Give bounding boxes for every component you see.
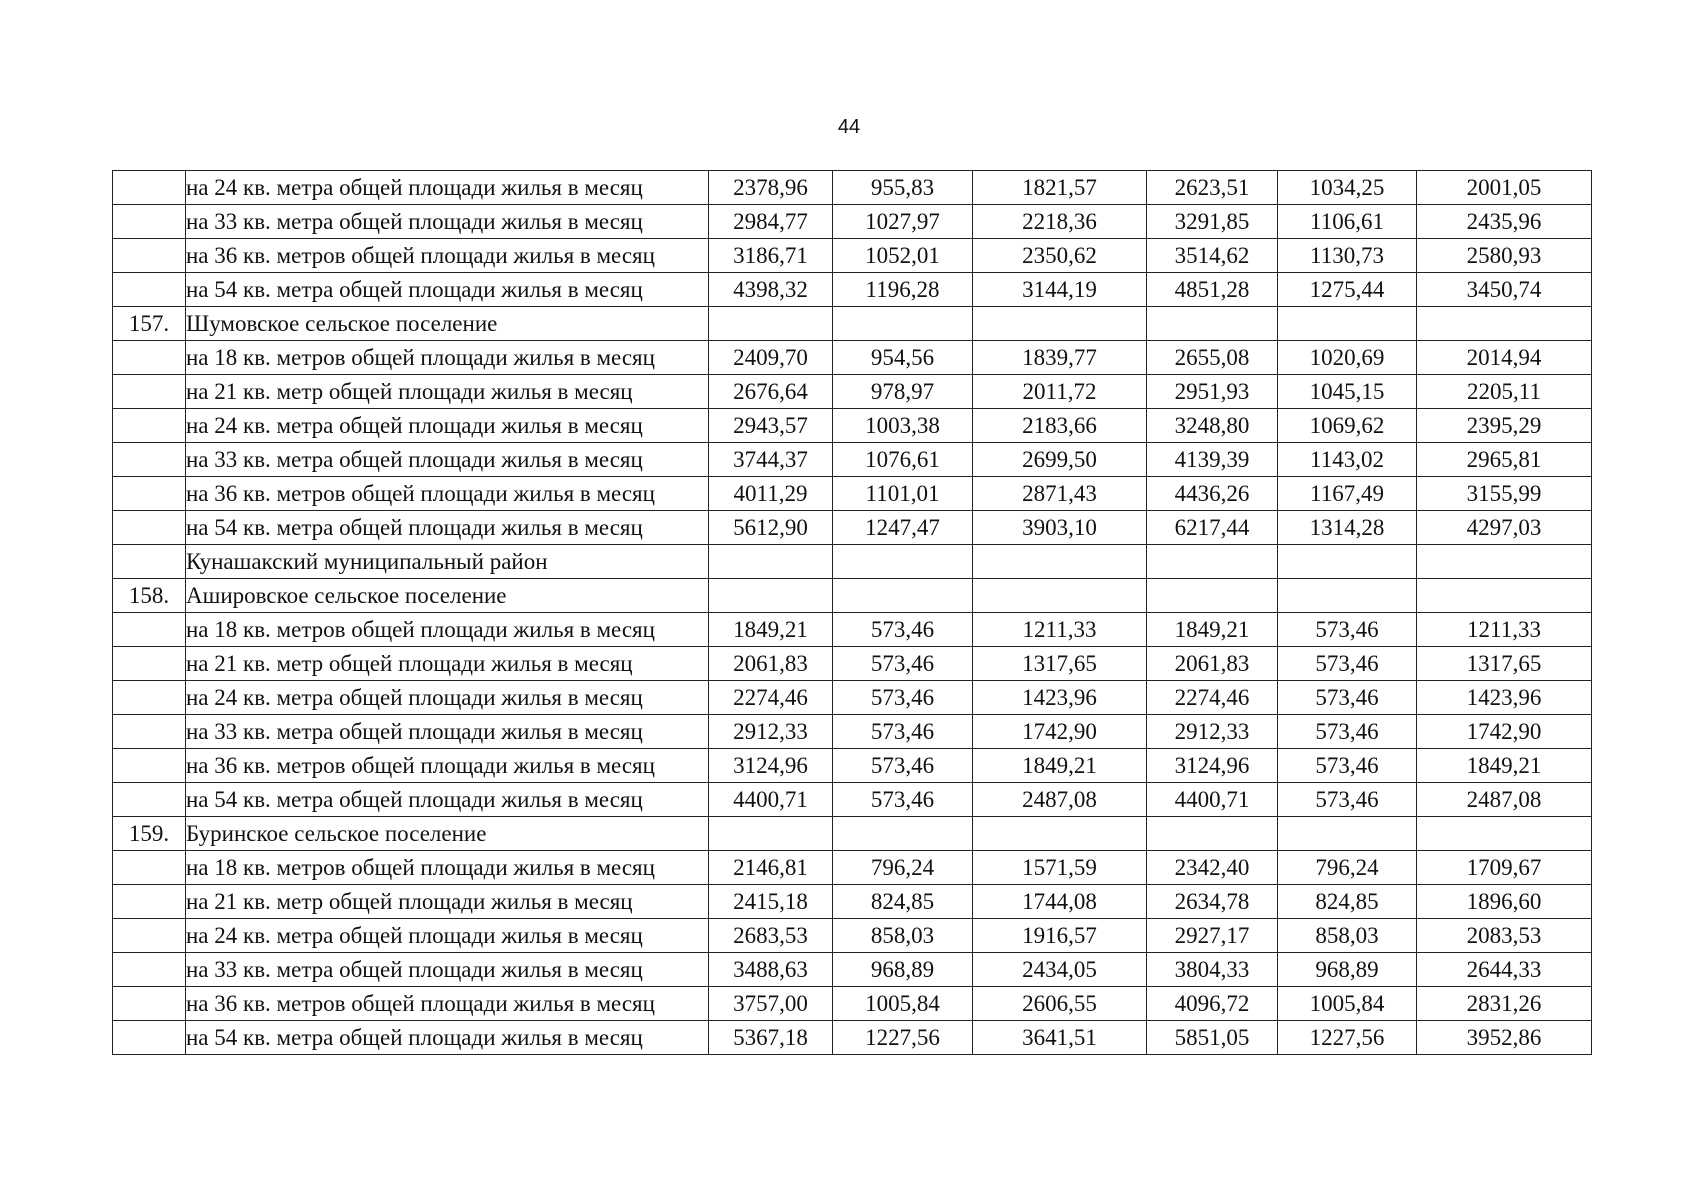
value-cell-col-2: 573,46: [833, 647, 973, 681]
table-row: [113, 307, 1592, 341]
value-cell-col-5: 1130,73: [1278, 239, 1417, 273]
value-cell-col-3: 1317,65: [973, 647, 1147, 681]
value-cell-col-3: [973, 817, 1147, 851]
value-cell-col-2: 858,03: [833, 919, 973, 953]
value-cell-col-4: 3248,80: [1147, 409, 1278, 443]
value-cell-col-2: [833, 579, 973, 613]
value-cell-col-4: 4400,71: [1147, 783, 1278, 817]
row-name-cell: на 36 кв. метров общей площади жилья в месяц: [186, 987, 709, 1021]
table-row: [113, 749, 1592, 783]
value-cell-col-4: 4436,26: [1147, 477, 1278, 511]
row-name-cell: на 24 кв. метра общей площади жилья в месяц: [186, 409, 709, 443]
value-cell-col-1: 2676,64: [709, 375, 833, 409]
value-cell-col-5: 573,46: [1278, 749, 1417, 783]
value-cell-col-3: 2183,66: [973, 409, 1147, 443]
row-name-cell: Кунашакский муниципальный район: [186, 545, 709, 579]
row-number-cell: [113, 885, 186, 919]
row-name-cell: на 36 кв. метров общей площади жилья в месяц: [186, 477, 709, 511]
row-number-cell: [113, 715, 186, 749]
table-row: [113, 545, 1592, 579]
value-cell-col-2: 573,46: [833, 715, 973, 749]
value-cell-col-2: [833, 307, 973, 341]
table-row: [113, 817, 1592, 851]
row-number-cell: [113, 1021, 186, 1055]
value-cell-col-3: 2606,55: [973, 987, 1147, 1021]
table-row: [113, 205, 1592, 239]
value-cell-col-4: 2951,93: [1147, 375, 1278, 409]
value-cell-col-3: 2487,08: [973, 783, 1147, 817]
value-cell-col-6: 2083,53: [1417, 919, 1592, 953]
value-cell-col-5: [1278, 307, 1417, 341]
row-name-cell: на 36 кв. метров общей площади жилья в месяц: [186, 239, 709, 273]
value-cell-col-5: 1034,25: [1278, 171, 1417, 205]
value-cell-col-3: 1916,57: [973, 919, 1147, 953]
value-cell-col-4: [1147, 307, 1278, 341]
row-number-cell: [113, 545, 186, 579]
value-cell-col-5: 1314,28: [1278, 511, 1417, 545]
table-row: [113, 919, 1592, 953]
row-name-cell: на 54 кв. метра общей площади жилья в месяц: [186, 783, 709, 817]
table-row: [113, 715, 1592, 749]
value-cell-col-1: 5367,18: [709, 1021, 833, 1055]
row-name-cell: на 24 кв. метра общей площади жилья в месяц: [186, 919, 709, 953]
row-number-cell: [113, 681, 186, 715]
value-cell-col-3: 1839,77: [973, 341, 1147, 375]
row-number-cell: 159.: [113, 817, 186, 851]
value-cell-col-3: 1744,08: [973, 885, 1147, 919]
value-cell-col-6: 2487,08: [1417, 783, 1592, 817]
table-body: [113, 171, 1592, 1055]
value-cell-col-3: 1423,96: [973, 681, 1147, 715]
row-number-cell: [113, 477, 186, 511]
value-cell-col-1: 2409,70: [709, 341, 833, 375]
value-cell-col-5: 796,24: [1278, 851, 1417, 885]
value-cell-col-6: 2001,05: [1417, 171, 1592, 205]
row-number-cell: [113, 375, 186, 409]
table-row: [113, 375, 1592, 409]
value-cell-col-6: 2205,11: [1417, 375, 1592, 409]
row-number-cell: 157.: [113, 307, 186, 341]
table-row: [113, 443, 1592, 477]
row-name-cell: на 54 кв. метра общей площади жилья в месяц: [186, 511, 709, 545]
value-cell-col-5: 1275,44: [1278, 273, 1417, 307]
value-cell-col-6: 1896,60: [1417, 885, 1592, 919]
value-cell-col-1: 4011,29: [709, 477, 833, 511]
row-number-cell: [113, 783, 186, 817]
value-cell-col-5: 573,46: [1278, 783, 1417, 817]
value-cell-col-6: 1317,65: [1417, 647, 1592, 681]
value-cell-col-2: 573,46: [833, 749, 973, 783]
value-cell-col-3: 2350,62: [973, 239, 1147, 273]
value-cell-col-4: 5851,05: [1147, 1021, 1278, 1055]
row-name-cell: на 54 кв. метра общей площади жилья в месяц: [186, 273, 709, 307]
row-name-cell: на 36 кв. метров общей площади жилья в месяц: [186, 749, 709, 783]
value-cell-col-6: [1417, 579, 1592, 613]
value-cell-col-6: 3450,74: [1417, 273, 1592, 307]
value-cell-col-4: [1147, 817, 1278, 851]
table-row: [113, 171, 1592, 205]
value-cell-col-3: 2871,43: [973, 477, 1147, 511]
value-cell-col-3: [973, 545, 1147, 579]
value-cell-col-5: 573,46: [1278, 613, 1417, 647]
row-name-cell: на 21 кв. метр общей площади жилья в месяц: [186, 647, 709, 681]
value-cell-col-3: 1211,33: [973, 613, 1147, 647]
value-cell-col-6: 1742,90: [1417, 715, 1592, 749]
value-cell-col-5: 1069,62: [1278, 409, 1417, 443]
value-cell-col-1: 3124,96: [709, 749, 833, 783]
value-cell-col-5: [1278, 545, 1417, 579]
value-cell-col-5: 573,46: [1278, 681, 1417, 715]
value-cell-col-5: 573,46: [1278, 647, 1417, 681]
table-row: [113, 511, 1592, 545]
table-row: [113, 851, 1592, 885]
row-name-cell: на 18 кв. метров общей площади жилья в месяц: [186, 851, 709, 885]
row-number-cell: [113, 749, 186, 783]
row-number-cell: [113, 613, 186, 647]
row-number-cell: [113, 341, 186, 375]
value-cell-col-5: 1167,49: [1278, 477, 1417, 511]
value-cell-col-4: 3291,85: [1147, 205, 1278, 239]
row-name-cell: Буринское сельское поселение: [186, 817, 709, 851]
value-cell-col-1: 5612,90: [709, 511, 833, 545]
row-name-cell: Шумовское сельское поселение: [186, 307, 709, 341]
value-cell-col-2: 1005,84: [833, 987, 973, 1021]
value-cell-col-1: 2146,81: [709, 851, 833, 885]
value-cell-col-5: 968,89: [1278, 953, 1417, 987]
page-number: 44: [837, 116, 861, 138]
value-cell-col-1: [709, 545, 833, 579]
row-number-cell: [113, 205, 186, 239]
value-cell-col-5: 1143,02: [1278, 443, 1417, 477]
table-row: [113, 987, 1592, 1021]
value-cell-col-4: 2927,17: [1147, 919, 1278, 953]
value-cell-col-3: 1571,59: [973, 851, 1147, 885]
value-cell-col-2: 1196,28: [833, 273, 973, 307]
value-cell-col-5: 573,46: [1278, 715, 1417, 749]
row-number-cell: [113, 953, 186, 987]
row-name-cell: на 33 кв. метра общей площади жилья в месяц: [186, 205, 709, 239]
value-cell-col-1: 3488,63: [709, 953, 833, 987]
row-number-cell: [113, 239, 186, 273]
row-number-cell: [113, 647, 186, 681]
value-cell-col-2: 1076,61: [833, 443, 973, 477]
value-cell-col-1: [709, 817, 833, 851]
value-cell-col-1: 3757,00: [709, 987, 833, 1021]
row-name-cell: на 24 кв. метра общей площади жилья в месяц: [186, 171, 709, 205]
value-cell-col-2: [833, 817, 973, 851]
value-cell-col-6: 1709,67: [1417, 851, 1592, 885]
value-cell-col-2: 824,85: [833, 885, 973, 919]
value-cell-col-4: 2274,46: [1147, 681, 1278, 715]
value-cell-col-6: 3952,86: [1417, 1021, 1592, 1055]
value-cell-col-6: 2014,94: [1417, 341, 1592, 375]
table-row: [113, 885, 1592, 919]
row-number-cell: [113, 443, 186, 477]
row-number-cell: [113, 409, 186, 443]
value-cell-col-3: 3903,10: [973, 511, 1147, 545]
value-cell-col-6: [1417, 545, 1592, 579]
value-cell-col-6: 3155,99: [1417, 477, 1592, 511]
value-cell-col-2: 968,89: [833, 953, 973, 987]
value-cell-col-2: 954,56: [833, 341, 973, 375]
value-cell-col-5: 1045,15: [1278, 375, 1417, 409]
value-cell-col-4: 4139,39: [1147, 443, 1278, 477]
value-cell-col-5: 824,85: [1278, 885, 1417, 919]
value-cell-col-2: 955,83: [833, 171, 973, 205]
tariff-table: [112, 170, 1592, 1055]
value-cell-col-1: 3744,37: [709, 443, 833, 477]
value-cell-col-1: 2943,57: [709, 409, 833, 443]
row-number-cell: [113, 851, 186, 885]
value-cell-col-1: 2274,46: [709, 681, 833, 715]
value-cell-col-1: 4400,71: [709, 783, 833, 817]
row-number-cell: [113, 919, 186, 953]
value-cell-col-4: 2912,33: [1147, 715, 1278, 749]
table-row: [113, 1021, 1592, 1055]
value-cell-col-6: 2644,33: [1417, 953, 1592, 987]
value-cell-col-3: [973, 307, 1147, 341]
value-cell-col-2: 1003,38: [833, 409, 973, 443]
value-cell-col-5: 1005,84: [1278, 987, 1417, 1021]
value-cell-col-4: 2623,51: [1147, 171, 1278, 205]
row-number-cell: [113, 273, 186, 307]
table-row: [113, 613, 1592, 647]
value-cell-col-6: 4297,03: [1417, 511, 1592, 545]
value-cell-col-1: 2415,18: [709, 885, 833, 919]
row-name-cell: на 33 кв. метра общей площади жилья в месяц: [186, 953, 709, 987]
value-cell-col-2: 796,24: [833, 851, 973, 885]
value-cell-col-3: 3641,51: [973, 1021, 1147, 1055]
value-cell-col-4: [1147, 545, 1278, 579]
row-name-cell: на 54 кв. метра общей площади жилья в месяц: [186, 1021, 709, 1055]
value-cell-col-2: 1101,01: [833, 477, 973, 511]
value-cell-col-3: 3144,19: [973, 273, 1147, 307]
value-cell-col-2: 573,46: [833, 681, 973, 715]
value-cell-col-2: [833, 545, 973, 579]
table-row: [113, 579, 1592, 613]
value-cell-col-3: 2434,05: [973, 953, 1147, 987]
value-cell-col-4: 6217,44: [1147, 511, 1278, 545]
value-cell-col-5: 1020,69: [1278, 341, 1417, 375]
table-row: [113, 239, 1592, 273]
value-cell-col-1: 3186,71: [709, 239, 833, 273]
value-cell-col-3: 1821,57: [973, 171, 1147, 205]
value-cell-col-5: [1278, 817, 1417, 851]
value-cell-col-3: 2218,36: [973, 205, 1147, 239]
value-cell-col-5: 1106,61: [1278, 205, 1417, 239]
value-cell-col-6: 1211,33: [1417, 613, 1592, 647]
value-cell-col-2: 978,97: [833, 375, 973, 409]
row-number-cell: [113, 511, 186, 545]
row-number-cell: 158.: [113, 579, 186, 613]
value-cell-col-2: 1052,01: [833, 239, 973, 273]
row-number-cell: [113, 987, 186, 1021]
value-cell-col-4: 3124,96: [1147, 749, 1278, 783]
value-cell-col-4: 2342,40: [1147, 851, 1278, 885]
row-name-cell: на 33 кв. метра общей площади жилья в месяц: [186, 715, 709, 749]
value-cell-col-1: 2061,83: [709, 647, 833, 681]
value-cell-col-1: 2683,53: [709, 919, 833, 953]
table-row: [113, 783, 1592, 817]
value-cell-col-1: 2378,96: [709, 171, 833, 205]
value-cell-col-4: 3804,33: [1147, 953, 1278, 987]
row-name-cell: на 18 кв. метров общей площади жилья в месяц: [186, 341, 709, 375]
value-cell-col-1: 2912,33: [709, 715, 833, 749]
value-cell-col-3: [973, 579, 1147, 613]
value-cell-col-2: 1247,47: [833, 511, 973, 545]
value-cell-col-1: [709, 579, 833, 613]
value-cell-col-2: 573,46: [833, 783, 973, 817]
value-cell-col-6: 2831,26: [1417, 987, 1592, 1021]
value-cell-col-6: 2435,96: [1417, 205, 1592, 239]
table-row: [113, 409, 1592, 443]
table-row: [113, 647, 1592, 681]
value-cell-col-3: 1849,21: [973, 749, 1147, 783]
value-cell-col-6: 2965,81: [1417, 443, 1592, 477]
value-cell-col-4: 2061,83: [1147, 647, 1278, 681]
value-cell-col-1: [709, 307, 833, 341]
value-cell-col-4: 2655,08: [1147, 341, 1278, 375]
value-cell-col-5: 1227,56: [1278, 1021, 1417, 1055]
value-cell-col-3: 2011,72: [973, 375, 1147, 409]
row-name-cell: на 21 кв. метр общей площади жилья в месяц: [186, 885, 709, 919]
row-number-cell: [113, 171, 186, 205]
value-cell-col-4: 4096,72: [1147, 987, 1278, 1021]
table-row: [113, 681, 1592, 715]
row-name-cell: на 21 кв. метр общей площади жилья в месяц: [186, 375, 709, 409]
value-cell-col-4: [1147, 579, 1278, 613]
value-cell-col-4: 2634,78: [1147, 885, 1278, 919]
table-row: [113, 341, 1592, 375]
row-name-cell: Аширoвское сельское поселение: [186, 579, 709, 613]
table-row: [113, 477, 1592, 511]
row-name-cell: на 33 кв. метра общей площади жилья в месяц: [186, 443, 709, 477]
value-cell-col-5: 858,03: [1278, 919, 1417, 953]
value-cell-col-2: 573,46: [833, 613, 973, 647]
value-cell-col-6: 1423,96: [1417, 681, 1592, 715]
row-name-cell: на 18 кв. метров общей площади жилья в месяц: [186, 613, 709, 647]
value-cell-col-6: 2580,93: [1417, 239, 1592, 273]
value-cell-col-2: 1027,97: [833, 205, 973, 239]
value-cell-col-3: 1742,90: [973, 715, 1147, 749]
value-cell-col-6: [1417, 817, 1592, 851]
value-cell-col-4: 1849,21: [1147, 613, 1278, 647]
value-cell-col-6: 2395,29: [1417, 409, 1592, 443]
value-cell-col-1: 4398,32: [709, 273, 833, 307]
value-cell-col-5: [1278, 579, 1417, 613]
value-cell-col-1: 2984,77: [709, 205, 833, 239]
value-cell-col-4: 3514,62: [1147, 239, 1278, 273]
value-cell-col-4: 4851,28: [1147, 273, 1278, 307]
value-cell-col-1: 1849,21: [709, 613, 833, 647]
table-row: [113, 273, 1592, 307]
value-cell-col-6: [1417, 307, 1592, 341]
value-cell-col-6: 1849,21: [1417, 749, 1592, 783]
value-cell-col-2: 1227,56: [833, 1021, 973, 1055]
table-row: [113, 953, 1592, 987]
row-name-cell: на 24 кв. метра общей площади жилья в месяц: [186, 681, 709, 715]
value-cell-col-3: 2699,50: [973, 443, 1147, 477]
